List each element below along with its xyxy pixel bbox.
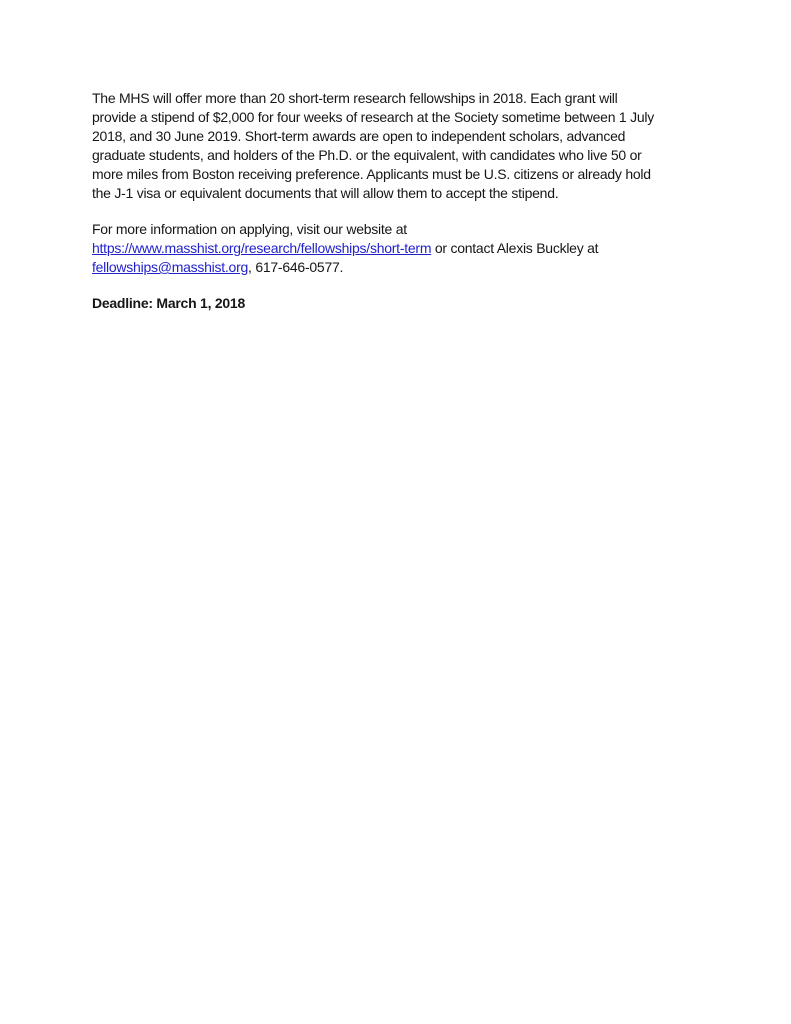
text-line — [92, 239, 717, 258]
fellowships-email-link[interactable]: fellowships@masshist.org — [92, 259, 249, 275]
text-line: For more information on applying, visit our website at — [92, 221, 407, 237]
text-line: the J-1 visa or equivalent documents that will allow them to accept the stipend. — [92, 185, 559, 201]
text-line: 2018, and 30 June 2019. Short-term awards are open to independent scholars, advanced — [92, 128, 626, 144]
paragraph-contact-info — [92, 220, 717, 277]
text-line: more miles from Boston receiving preference. Applicants must be U.S. citizens or already hold — [92, 166, 651, 182]
text-after-email: , 617-646-0577. — [248, 259, 344, 275]
short-term-fellowships-url-link[interactable]: https://www.masshist.org/research/fellowships/short-term — [92, 240, 432, 256]
paragraph-fellowship-description — [92, 89, 717, 203]
document-body-text — [92, 89, 717, 313]
text-after-url: or contact Alexis Buckley at — [431, 240, 599, 256]
text-line: provide a stipend of $2,000 for four weeks of research at the Society sometime between 1 July — [92, 109, 654, 125]
deadline-text: Deadline: March 1, 2018 — [92, 295, 245, 311]
text-line — [92, 258, 717, 277]
text-line: The MHS will offer more than 20 short-term research fellowships in 2018. Each grant will — [92, 90, 618, 106]
text-line: graduate students, and holders of the Ph.D. or the equivalent, with candidates who live 50 or — [92, 147, 642, 163]
